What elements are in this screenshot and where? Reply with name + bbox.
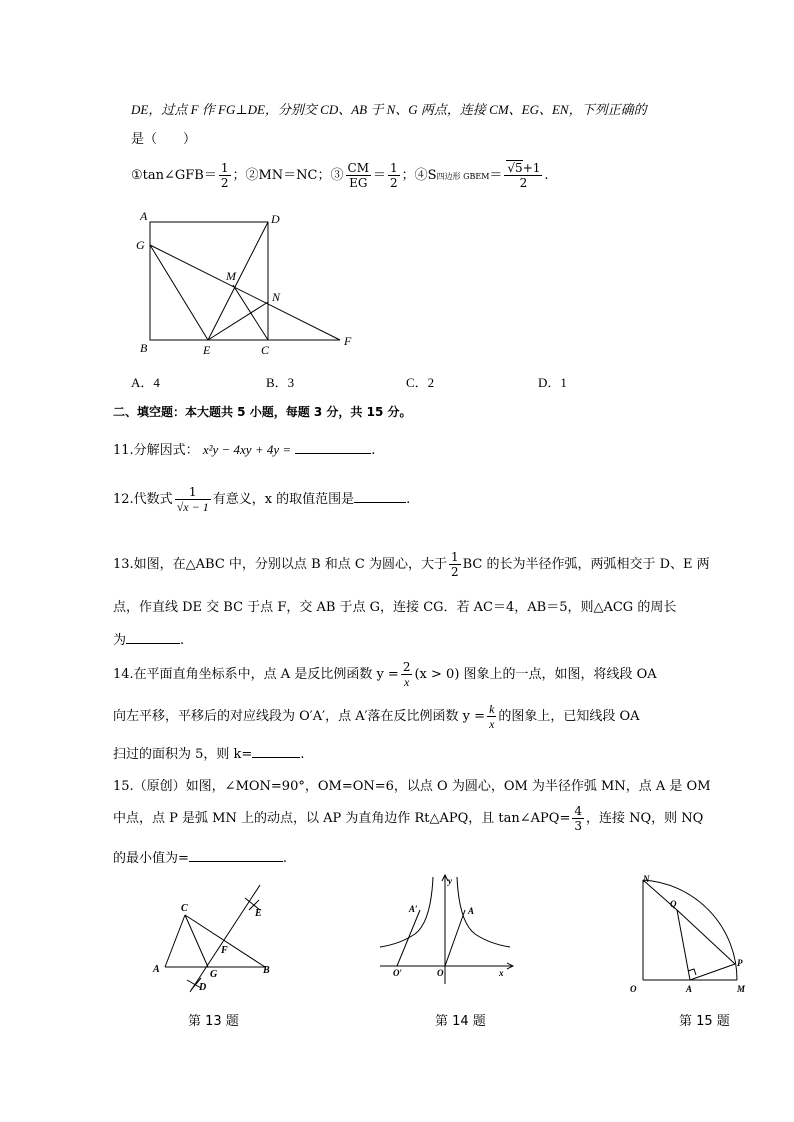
fig13-B: B <box>263 965 270 976</box>
fig15-caption: 第 15 题 <box>679 1014 730 1029</box>
fig14-curve-left <box>380 877 433 947</box>
q10-figure <box>130 205 370 365</box>
q14-line1b: (x > 0) 图象上的一点，如图，将线段 OA <box>414 667 657 682</box>
frac-den: EG <box>349 176 368 190</box>
choice-a: A．4 <box>131 375 160 390</box>
q12-frac <box>175 485 211 514</box>
figure-15 <box>625 872 755 997</box>
fig15-Q: Q <box>670 899 677 909</box>
frac-den: 2 <box>519 176 528 190</box>
fig13-caption: 第 13 题 <box>188 1014 239 1029</box>
q14-line2 <box>113 700 640 734</box>
fig14-y: y <box>448 876 452 886</box>
q14-frac1 <box>401 660 413 689</box>
fig13-ac <box>165 915 185 967</box>
frac-den: 2 <box>390 176 398 190</box>
q10-opt4-frac <box>504 161 542 190</box>
fig14-O: O <box>437 968 444 978</box>
q14-blank[interactable] <box>252 745 300 758</box>
q12-tail: 有意义，x 的取值范围是 <box>212 492 355 507</box>
q10-line2-text: 是（ ） <box>131 132 197 147</box>
q11-blank[interactable] <box>295 441 371 454</box>
q14-line2a: 向左平移，平移后的对应线段为 O′A′，点 A′落在反比例函数 y = <box>113 709 486 724</box>
frac-num: 1 <box>220 161 229 175</box>
q13-line2: 点，作直线 DE 交 BC 于点 F，交 AB 于点 G，连接 CG．若 AC＝4，AB＝5，则△ACG 的周长 <box>113 600 677 615</box>
q12-blank[interactable] <box>354 490 406 503</box>
square-abcd <box>150 222 268 340</box>
frac-num: 1 <box>450 550 459 564</box>
fig15-P: P <box>737 958 743 968</box>
q10-opt3-frac <box>346 161 371 190</box>
q12-label: 12.代数式 <box>113 492 173 507</box>
frac-den: 2 <box>450 565 459 579</box>
fig13-E: E <box>255 908 262 919</box>
frac-num: 2 <box>402 660 411 674</box>
fig14-caption: 第 14 题 <box>435 1014 486 1029</box>
q15-line2a: 中点，点 P 是弧 MN 上的动点，以 AP 为直角边作 Rt△APQ，且 tan∠APQ= <box>113 811 571 826</box>
fig15-ap <box>690 964 735 980</box>
fig13-G: G <box>210 969 218 980</box>
fig14-segment-o1a1 <box>397 910 420 966</box>
line-en <box>208 302 268 340</box>
fig14-O1: O′ <box>393 968 403 978</box>
q15-blank[interactable] <box>189 849 283 862</box>
plus-one: +1 <box>522 161 541 175</box>
frac-num: CM <box>347 161 369 175</box>
frac-num: 1 <box>390 161 398 175</box>
label-C: C <box>261 343 270 357</box>
frac-num <box>504 161 542 176</box>
fig14-segment-oa <box>445 910 465 966</box>
frac-num: 1 <box>175 485 211 500</box>
q10-line1-text: DE，过点 F 作 FG⊥DE，分别交 CD、AB 于 N、G 两点，连接 CM、EG、EN，下列正确的 <box>131 102 647 117</box>
fig14-A: A <box>468 906 475 916</box>
frac-num: 4 <box>574 804 582 818</box>
q13-line1 <box>113 548 710 582</box>
q13-frac <box>449 550 461 579</box>
label-B: B <box>140 341 148 355</box>
q13-line3-text: 为 <box>113 633 127 648</box>
q14-line2b: 的图象上，已知线段 OA <box>498 709 640 724</box>
q15-line3: 的最小值为= . <box>113 851 288 866</box>
figure-13 <box>145 880 285 1000</box>
q14-line1a: 14.在平面直角坐标系中，点 A 是反比例函数 y = <box>113 667 399 682</box>
q10-opt1-frac <box>219 161 231 190</box>
label-N: N <box>272 290 281 304</box>
fig13-A: A <box>153 964 160 975</box>
fig13-C: C <box>181 903 188 914</box>
q10-end: . <box>544 168 549 183</box>
choice-d: D．1 <box>538 375 567 390</box>
q13-line1a: 13.如图，在△ABC 中，分别以点 B 和点 C 为圆心，大于 <box>113 557 447 572</box>
q14-frac2 <box>487 702 496 731</box>
q10-opt4: ；④S <box>401 168 437 183</box>
q10-line1 <box>131 100 647 121</box>
q15-frac <box>572 804 584 833</box>
frac-den: 2 <box>220 176 229 190</box>
q11: 11.分解因式： x²y − 4xy + 4y = . <box>113 442 376 458</box>
fig15-M: M <box>737 984 746 994</box>
fig14-x: x <box>499 968 504 978</box>
fig15-N: N <box>643 874 650 884</box>
frac-den: x <box>404 675 410 689</box>
q15-line2 <box>113 802 703 836</box>
fig14-A1: A′ <box>409 904 418 914</box>
frac-den: 3 <box>574 819 582 833</box>
choice-b: B．3 <box>266 375 295 390</box>
frac-num: k <box>489 702 495 716</box>
fig15-arc-mn <box>643 880 737 980</box>
q15-line1: 15.（原创）如图，∠MON=90°，OM=ON=6，以点 O 为圆心，OM 为半径作弧 MN，点 A 是 OM <box>113 779 711 794</box>
label-M: M <box>226 269 236 283</box>
sqrt-5: √5 <box>507 161 523 175</box>
fig14-curve-right <box>457 877 510 947</box>
q10-opt3-eq: ＝ <box>372 168 386 183</box>
q13-blank[interactable] <box>126 631 180 644</box>
q13-line3: 为 . <box>113 633 185 648</box>
section-2-title: 二、填空题：本大题共 5 小题，每题 3 分，共 15 分。 <box>113 405 412 419</box>
q10-options <box>131 160 549 193</box>
q11-label: 11.分解因式： <box>113 443 199 458</box>
fig13-D: D <box>199 982 207 993</box>
line-ed <box>208 222 268 340</box>
q10-opt2: ；②MN＝NC；③ <box>232 168 344 183</box>
q10-opt1: ①tan∠GFB＝ <box>131 168 217 183</box>
frac-den: x <box>489 717 495 731</box>
figure-14 <box>375 872 520 987</box>
choice-c: C．2 <box>406 375 435 390</box>
label-F: F <box>344 334 352 348</box>
q13-line1b: BC 的长为半径作弧，两弧相交于 D、E 两 <box>462 557 710 572</box>
q14-line1 <box>113 658 657 692</box>
fig13-F: F <box>221 945 228 956</box>
label-D: D <box>271 212 280 226</box>
q10-opt4-sub: 四边形 GBEM <box>436 172 490 181</box>
fig15-O: O <box>630 984 637 994</box>
label-G: G <box>136 238 145 252</box>
fig15-A: A <box>686 984 693 994</box>
q15-line3-text: 的最小值为= <box>113 851 189 866</box>
q11-expr: x²y − 4xy + 4y = <box>202 442 292 457</box>
q10-line2 <box>131 130 196 150</box>
label-E: E <box>203 343 211 357</box>
label-A: A <box>140 209 148 223</box>
q10-opt4-eq: ＝ <box>489 168 503 183</box>
q14-line3-text: 扫过的面积为 5，则 k= <box>113 747 253 762</box>
q12: 12.代数式 $\frac{1}{√x - 1}$ 有意义，x 的取值范围是 . <box>113 485 411 514</box>
q14-line3: 扫过的面积为 5，则 k= . <box>113 747 305 762</box>
q10-opt3-half <box>388 161 400 190</box>
q15-line2b: ，连接 NQ，则 NQ <box>586 811 704 826</box>
frac-den: √x − 1 <box>176 500 209 514</box>
